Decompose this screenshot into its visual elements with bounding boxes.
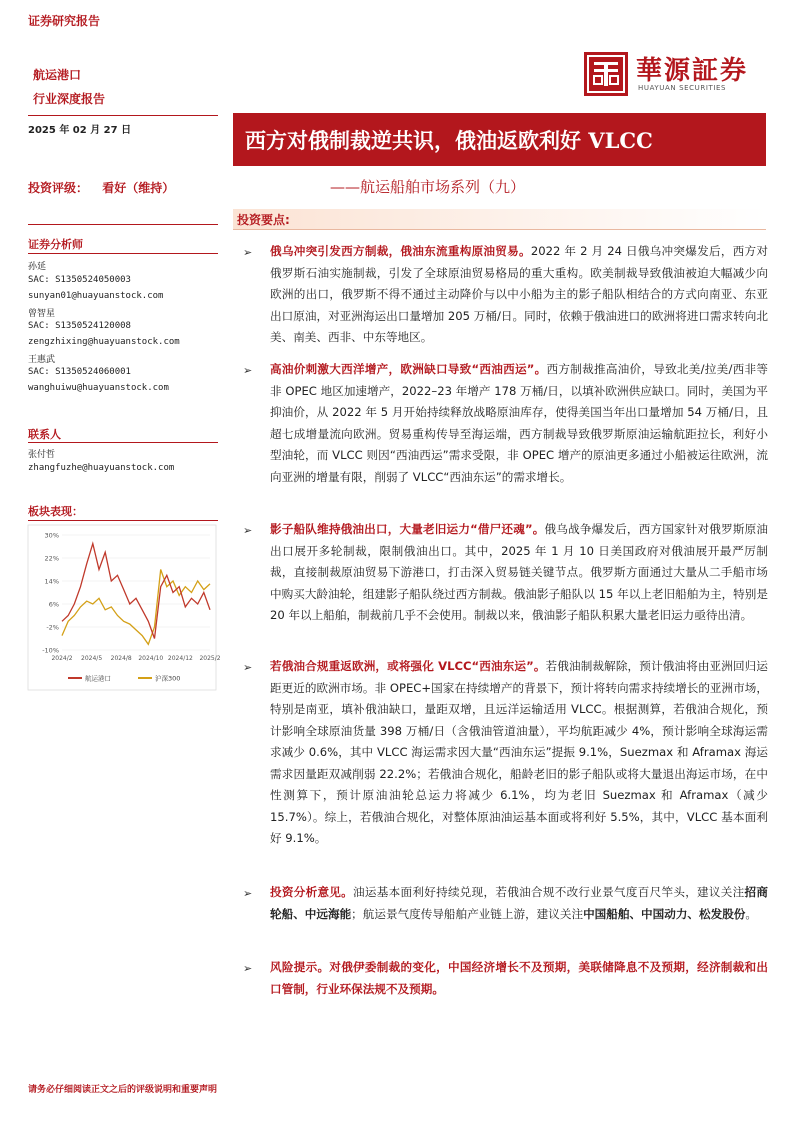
recommended-stocks: 招商轮船、中远海能 — [270, 885, 768, 921]
key-points-heading: 投资要点: — [237, 213, 290, 227]
contact-heading: 联系人 — [28, 428, 61, 441]
key-point-item — [243, 656, 768, 850]
key-point-highlight: 影子船队维持俄油出口，大量老旧运力“借尸还魂”。 — [270, 522, 545, 536]
risk-text: 对俄伊委制裁的变化，中国经济增长不及预期，美联储降息不及预期，经济制裁和出口管制，行业环保法规不及预期。 — [270, 960, 768, 996]
key-point-item — [243, 957, 768, 1000]
y-tick-label: 30% — [44, 531, 59, 540]
key-point-highlight: 投资分析意见。 — [270, 885, 354, 899]
recommended-stocks: 中国船舶、中国动力、松发股份 — [583, 906, 746, 921]
key-point-highlight: 若俄油合规重返欧洲，或将强化 VLCC“西油东运”。 — [270, 659, 546, 673]
logo-name-en: HUAYUAN SECURITIES — [638, 84, 727, 92]
bullet-arrow-icon: ➢ — [243, 364, 253, 377]
x-tick-label: 2024/8 — [110, 655, 132, 662]
y-tick-label: -10% — [42, 646, 59, 655]
y-tick-label: -2% — [46, 623, 59, 632]
key-point-text: 俄乌战争爆发后，西方国家针对俄罗斯原油出口展开多轮制裁，限制俄油出口。其中，2025 年 1 月 10 日美国政府对俄油展开最严厉制裁，直接制裁原油贸易下游港口，打击深入贸易链关键节点。俄罗斯方面通过大量从二手船市场中购买大龄油轮，组建影子船队绕过西方制裁。俄油影子船队以 15 年以上老旧船舶为主，特别是 20 年以上船舶，制裁前几乎不会使用。制裁以来，俄油影子船队积累大量老旧运力亟待出清。 — [270, 522, 768, 622]
performance-heading: 板块表现： — [28, 505, 83, 518]
key-point-text: 。 — [745, 906, 757, 921]
key-point-item — [243, 519, 768, 627]
report-title: 西方对俄制裁逆共识，俄油返欧利好 VLCC — [245, 128, 653, 153]
bullet-arrow-icon: ➢ — [243, 524, 253, 537]
left-header-divider — [28, 115, 218, 116]
analysts-heading: 证券分析师 — [28, 238, 83, 251]
legend-label: 沪深300 — [155, 674, 181, 683]
key-point-highlight: 俄乌冲突引发西方制裁，俄油东流重构原油贸易。 — [270, 244, 531, 258]
key-point-item — [243, 241, 768, 349]
key-point-highlight: 风险提示。 — [270, 960, 330, 974]
investment-rating — [28, 179, 174, 196]
analyst-sac: SAC: S1350524120008 — [28, 321, 131, 331]
bullet-arrow-icon: ➢ — [243, 962, 253, 975]
y-tick-label: 22% — [44, 554, 59, 563]
contact-name: 张付哲 — [28, 450, 56, 460]
bullet-arrow-icon: ➢ — [243, 887, 253, 900]
rating-divider — [28, 224, 218, 225]
key-point-text: ；航运景气度传导船舶产业链上游，建议关注 — [351, 906, 584, 921]
key-point-highlight: 高油价刺激大西洋增产，欧洲缺口导致“西油西运”。 — [270, 362, 547, 376]
analyst-name: 孙延 — [28, 262, 47, 272]
bullet-arrow-icon: ➢ — [243, 246, 253, 259]
key-point-text: 2022 年 2 月 24 日俄乌冲突爆发后，西方对俄罗斯石油实施制裁，引发了全球原油贸易格局的重大重构。欧美制裁导致俄油被迫大幅减少向欧洲的出口，俄罗斯不得不通过主动降价与以中小船为主的影子船队相结合的方式向南亚、东亚出口原油，对亚洲海运出口量增加 205 万桶/日。同时，依赖于俄油进口的欧洲将进口需求转向北美、南美、西非、中东等地区。 — [270, 244, 768, 344]
bullet-arrow-icon: ➢ — [243, 661, 253, 674]
performance-divider — [28, 520, 218, 521]
rating-value: 看好（维持） — [102, 181, 175, 195]
key-points-bar — [233, 209, 766, 230]
key-point-item — [243, 882, 768, 925]
rating-label: 投资评级： — [28, 181, 89, 195]
x-tick-label: 2024/10 — [138, 655, 164, 662]
x-tick-label: 2024/2 — [51, 655, 73, 662]
key-point-text: 若俄油制裁解除，预计俄油将由亚洲回归运距更近的欧洲市场。非 OPEC+国家在持续增产的背景下，预计将转向需求持续增长的亚洲市场，特别是南亚，填补俄油缺口，量距双增，且远洋运输适用 VLCC。根据测算，若俄油合规化，预计影响全球原油货量 398 万桶/日（含俄油管道油量），平均航距减少 4%，预计影响全球海运需求减少 0.6%，其中 VLCC 海运需求因大量“西油东运”提振 9.1%，Suezmax 和 Aframax 海运需求因量距双减削弱 22.2%；若俄油合规化，船龄老旧的影子船队或将大量退出海运市场，在中性测算下，预计原油油轮总运力将减少 6.1%，均为老旧 Suezmax 和 Aframax（减少 15.7%）。综上，若俄油合规化，对整体原油油运基本面或将利好 5.5%，其中，VLCC 基本面利好 9.1%。 — [270, 659, 768, 845]
analyst-sac: SAC: S1350524050003 — [28, 275, 131, 285]
x-tick-label: 2024/12 — [167, 655, 193, 662]
analyst-email[interactable]: sunyan01@huayuanstock.com — [28, 291, 164, 301]
legend-label: 航运港口 — [85, 674, 111, 683]
x-tick-label: 2025/2 — [199, 655, 221, 662]
analyst-name: 王惠武 — [28, 355, 56, 365]
analyst-email[interactable]: wanghuiwu@huayuanstock.com — [28, 383, 169, 393]
contact-divider — [28, 442, 218, 443]
report-date: 2025 年 02 月 27 日 — [28, 125, 132, 136]
report-type: 行业深度报告 — [33, 92, 106, 106]
key-point-text: 西方制裁推高油价，导致北美/拉美/西非等非 OPEC 地区加速增产，2022–23 年增产 178 万桶/日，以填补欧洲供应缺口。同时，美国为平抑油价，从 2022 年 5 月开始持续释放战略原油库存，使得美国当年出口量增加 54 万桶/日，且超七成增量流向欧洲。贸易重构传导至海运端，西方制裁导致俄罗斯原油运输航距拉长，利好小型油轮，而 VLCC 则因“西油西运”需求受限，非 OPEC 增产的原油更多通过小船被运往欧洲，流向亚洲的增量有限，削弱了 VLCC“西油东运”的需求增长。 — [270, 362, 768, 484]
analyst-sac: SAC: S1350524060001 — [28, 367, 131, 377]
report-subtitle: ——航运船舶市场系列（九） — [330, 178, 526, 196]
industry-category: 航运港口 — [33, 68, 82, 82]
company-logo — [584, 50, 764, 100]
analysts-divider — [28, 253, 218, 254]
logo-emblem-icon — [584, 52, 628, 96]
y-tick-label: 6% — [48, 600, 59, 609]
analyst-email[interactable]: zengzhixing@huayuanstock.com — [28, 337, 180, 347]
y-tick-label: 14% — [44, 577, 59, 586]
analyst-name: 曾智星 — [28, 309, 56, 319]
contact-email[interactable]: zhangfuzhe@huayuanstock.com — [28, 463, 175, 473]
document-type-label: 证券研究报告 — [28, 14, 101, 28]
sector-performance-chart — [28, 525, 221, 690]
x-tick-label: 2024/5 — [81, 655, 103, 662]
key-point-text: 油运基本面利好持续兑现，若俄油合规不改行业景气度百尺竿头，建议关注 — [353, 885, 745, 899]
disclaimer-footer: 请务必仔细阅读正文之后的评级说明和重要声明 — [28, 1085, 218, 1095]
key-point-item — [243, 359, 768, 488]
logo-name-cn: 華源証券 — [636, 56, 749, 86]
